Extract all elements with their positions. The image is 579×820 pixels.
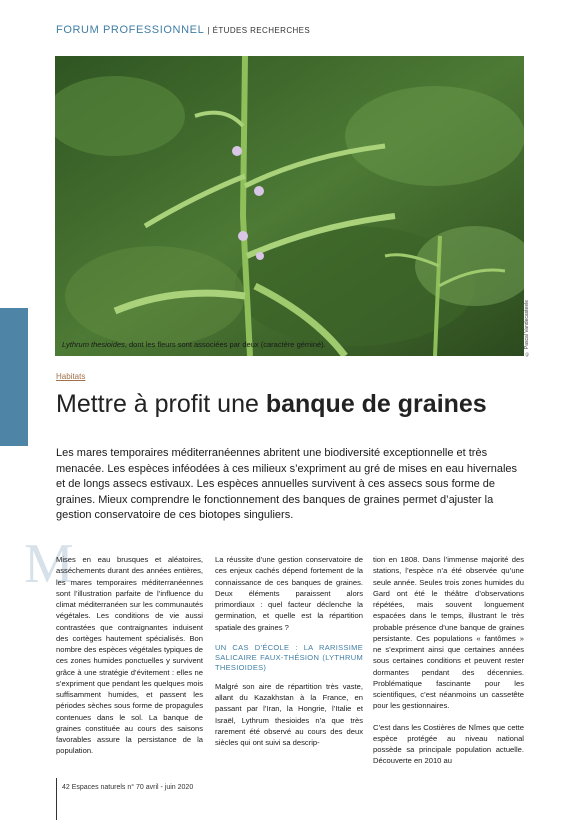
page-footer: 42 Espaces naturels n° 70 avril - juin 2020	[62, 784, 194, 791]
plant-photo	[55, 56, 524, 356]
article-lede: Les mares temporaires méditerranéennes abritent une biodiversité exceptionnelle et très menacée. Les espèces inféodées à ces milieux s’expriment au gré de mises en eau hivernales et de longs assecs estivaux. Les espèces annuelles survivent à ces assecs sous forme de graines. Mieux comprendre le fonctionnement des banques de graines permet d’ajuster la gestion conservatoire de ces biotopes singuliers.	[56, 447, 518, 521]
footer-rule	[56, 778, 57, 820]
photo-credit: © Pascal Vandecasteele	[524, 300, 530, 357]
header-subsection: | ÉTUDES RECHERCHES	[207, 26, 311, 35]
plant-illustration	[55, 56, 524, 356]
paragraph: Malgré son aire de répartition très vaste, allant du Kazakhstan à la France, en passant par l’Iran, la Hongrie, l’Italie et Israël, Lythrum thesioides n’a que très rarement été observé au cours des deux siècles qui ont suivi sa descrip-	[215, 681, 363, 747]
side-color-tab	[0, 308, 28, 446]
paragraph: tion en 1808. Dans l’immense majorité des stations, l’espèce n’a été observée qu’une seule année. Seules trois zones humides du Gard ont été le théâtre d’observations répétées, mais souvent longuement espacées dans le temps, illustrant le très probable présence d’une banque de graines persistante. Ces populations « fantômes » ne s’expriment ainsi que certaines années sous certaines conditions et peuvent rester dormantes pendant des décennies. Problématique fascinante pour les scientifiques, c’est néanmoins un cassetête pour les gestionnaires.	[373, 555, 524, 711]
page-header	[56, 24, 310, 36]
photo-caption	[62, 340, 326, 349]
column-subhead: UN CAS D’ÉCOLE : LA RARISSIME SALICAIRE FAUX-THÉSION (LYTHRUM THESIOIDES)	[215, 642, 363, 672]
drop-cap: M	[24, 533, 74, 595]
text-column-1	[56, 554, 203, 767]
text-column-3	[373, 554, 524, 777]
text-column-2	[215, 554, 363, 758]
title-light: Mettre à profit une	[56, 390, 266, 418]
paragraph: La réussite d’une gestion conservatoire de ces enjeux cachés dépend fortement de la connaissance de ces banques de graines. Deux éléments paraissent alors primordiaux : quel facteur déclenche la germination, et quelle est la répartition spatiale des graines ?	[215, 555, 363, 632]
paragraph: Mises en eau brusques et aléatoires, asséchements durant des années entières, les mares temporaires méditerranéennes sont l’illustration parfaite de l’influence du climat méditerranéen sur les communautés végétales. Les conditions de vie aussi contrastées que contraignantes induisent des cortèges hautement spécialisés. Bon nombre des espèces végétales typiques de ces zones humides ponctuelles y survivent grâce à une stratégie d’évitement : elles ne s’expriment que pendant les quelques mois suffisamment humides, et passent les périodes sèches sous forme de propagules contenues dans le sol. La banque de graines constituée au cours des saisons favorables assure la persistance de la population.	[56, 555, 203, 756]
article-title	[56, 390, 487, 419]
caption-species: Lythrum thesioides	[62, 340, 125, 349]
section-label: Habitats	[56, 372, 86, 381]
caption-text: , dont les fleurs sont associées par deux (caractère géminé).	[124, 340, 326, 349]
header-section: FORUM PROFESSIONNEL	[56, 24, 204, 36]
paragraph: C’est dans les Costières de Nîmes que cette espèce protégée au niveau national possède sa principale population actuelle. Découverte en 2010 au	[373, 722, 524, 766]
title-bold: banque de graines	[265, 390, 487, 418]
